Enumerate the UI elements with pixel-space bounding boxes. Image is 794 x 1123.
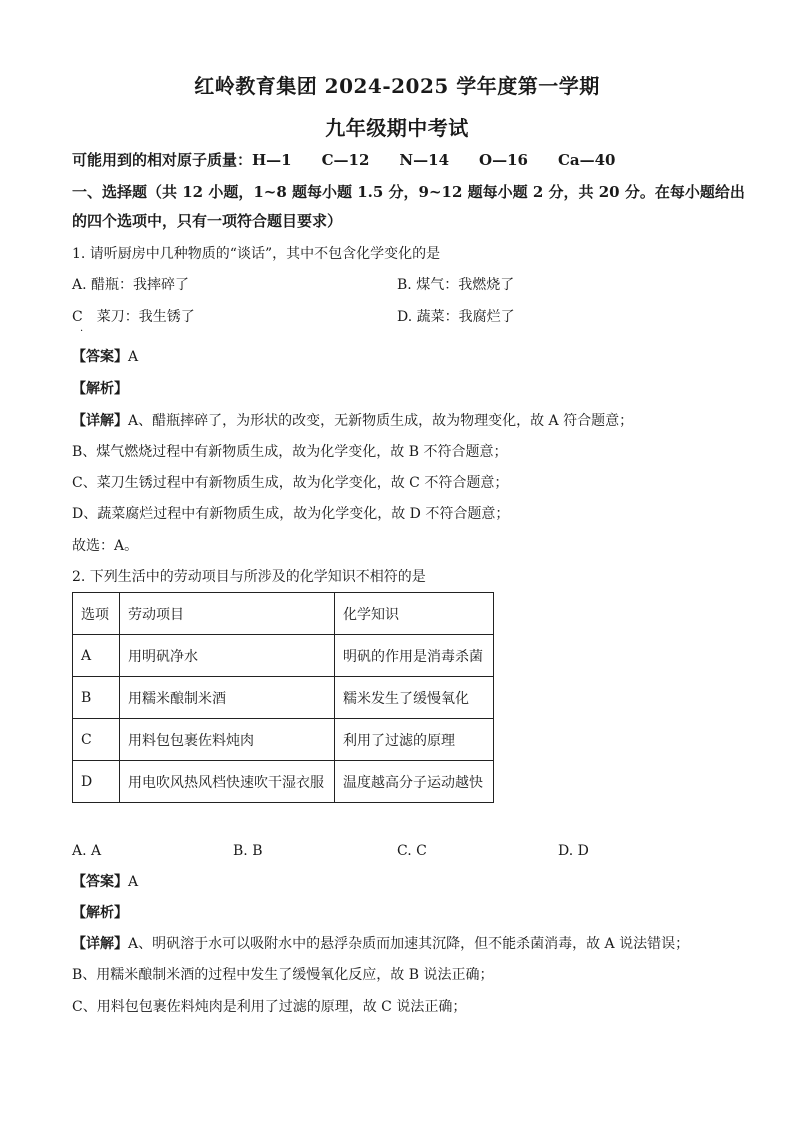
answer-value: A	[128, 874, 139, 890]
table-cell: 糯米发生了缓慢氧化	[335, 677, 494, 719]
table-header-row	[73, 593, 494, 635]
q2-answer	[72, 873, 138, 891]
table-row	[73, 677, 494, 719]
q2-option-a: A. A	[72, 843, 102, 859]
detail-tag: 【详解】	[72, 936, 128, 952]
table-cell: C	[73, 719, 120, 761]
q1-option-b: B. 煤气：我燃烧了	[397, 277, 515, 293]
detail-text: A、明矾溶于水可以吸附水中的悬浮杂质而加速其沉降，但不能杀菌消毒，故 A 说法错误；	[128, 936, 690, 952]
q2-detail-b: B、用糯米酿制米酒的过程中发生了缓慢氧化反应，故 B 说法正确；	[72, 967, 494, 983]
answer-tag: 【答案】	[72, 349, 128, 365]
detail-tag: 【详解】	[72, 413, 128, 429]
exam-title: 红岭教育集团 2024-2025 学年度第一学期	[194, 74, 600, 98]
table-row	[73, 635, 494, 677]
answer-value: A	[128, 349, 139, 365]
table-cell: B	[73, 677, 120, 719]
stray-dot: ·	[80, 326, 84, 337]
table-cell: 用料包包裹佐料炖肉	[120, 719, 335, 761]
section-heading-line-1: 一、选择题（共 12 小题，1~8 题每小题 1.5 分，9~12 题每小题 2 分，共 20 分。在每小题给出	[72, 183, 745, 201]
table-cell: A	[73, 635, 120, 677]
q1-option-d: D. 蔬菜：我腐烂了	[397, 309, 515, 325]
table-cell: 明矾的作用是消毒杀菌	[335, 635, 494, 677]
q1-detail-a	[72, 412, 633, 430]
q2-option-d: D. D	[558, 843, 589, 859]
q1-answer	[72, 348, 138, 366]
q1-option-c: C 菜刀：我生锈了	[72, 309, 195, 325]
q2-detail-c: C、用料包包裹佐料炖肉是利用了过滤的原理，故 C 说法正确；	[72, 999, 467, 1015]
answer-tag: 【答案】	[72, 874, 128, 890]
q2-detail-a	[72, 935, 689, 953]
q2-option-b: B. B	[233, 843, 263, 859]
section-heading-line-2: 的四个选项中，只有一项符合题目要求）	[72, 212, 343, 230]
question-1-stem: 1. 请听厨房中几种物质的“谈话”，其中不包含化学变化的是	[72, 246, 441, 262]
q1-detail-c: C、菜刀生锈过程中有新物质生成，故为化学变化，故 C 不符合题意；	[72, 475, 509, 491]
table-cell: 用糯米酿制米酒	[120, 677, 335, 719]
detail-text: A、醋瓶摔碎了，为形状的改变，无新物质生成，故为物理变化，故 A 符合题意；	[128, 413, 634, 429]
question-2-stem: 2. 下列生活中的劳动项目与所涉及的化学知识不相符的是	[72, 569, 426, 585]
q1-detail-b: B、煤气燃烧过程中有新物质生成，故为化学变化，故 B 不符合题意；	[72, 444, 508, 460]
exam-subtitle: 九年级期中考试	[325, 116, 469, 140]
q2-option-c: C. C	[397, 843, 427, 859]
table-row	[73, 719, 494, 761]
table-row	[73, 761, 494, 803]
table-cell: 温度越高分子运动越快	[335, 761, 494, 803]
table-cell: 用明矾净水	[120, 635, 335, 677]
table-cell: 利用了过滤的原理	[335, 719, 494, 761]
q1-option-a: A. 醋瓶：我摔碎了	[72, 277, 190, 293]
q1-conclusion: 故选：A。	[72, 538, 139, 554]
table-cell: 用电吹风热风档快速吹干湿衣服	[120, 761, 335, 803]
q1-detail-d: D、蔬菜腐烂过程中有新物质生成，故为化学变化，故 D 不符合题意；	[72, 506, 510, 522]
table-header-cell: 选项	[73, 593, 120, 635]
q1-analysis-tag: 【解析】	[72, 381, 128, 397]
table-header-cell: 劳动项目	[120, 593, 335, 635]
table-header-cell: 化学知识	[335, 593, 494, 635]
q2-table	[72, 592, 494, 803]
q2-analysis-tag: 【解析】	[72, 905, 128, 921]
table-cell: D	[73, 761, 120, 803]
atomic-mass-line: 可能用到的相对原子质量：H—1 C—12 N—14 O—16 Ca—40	[72, 151, 616, 169]
